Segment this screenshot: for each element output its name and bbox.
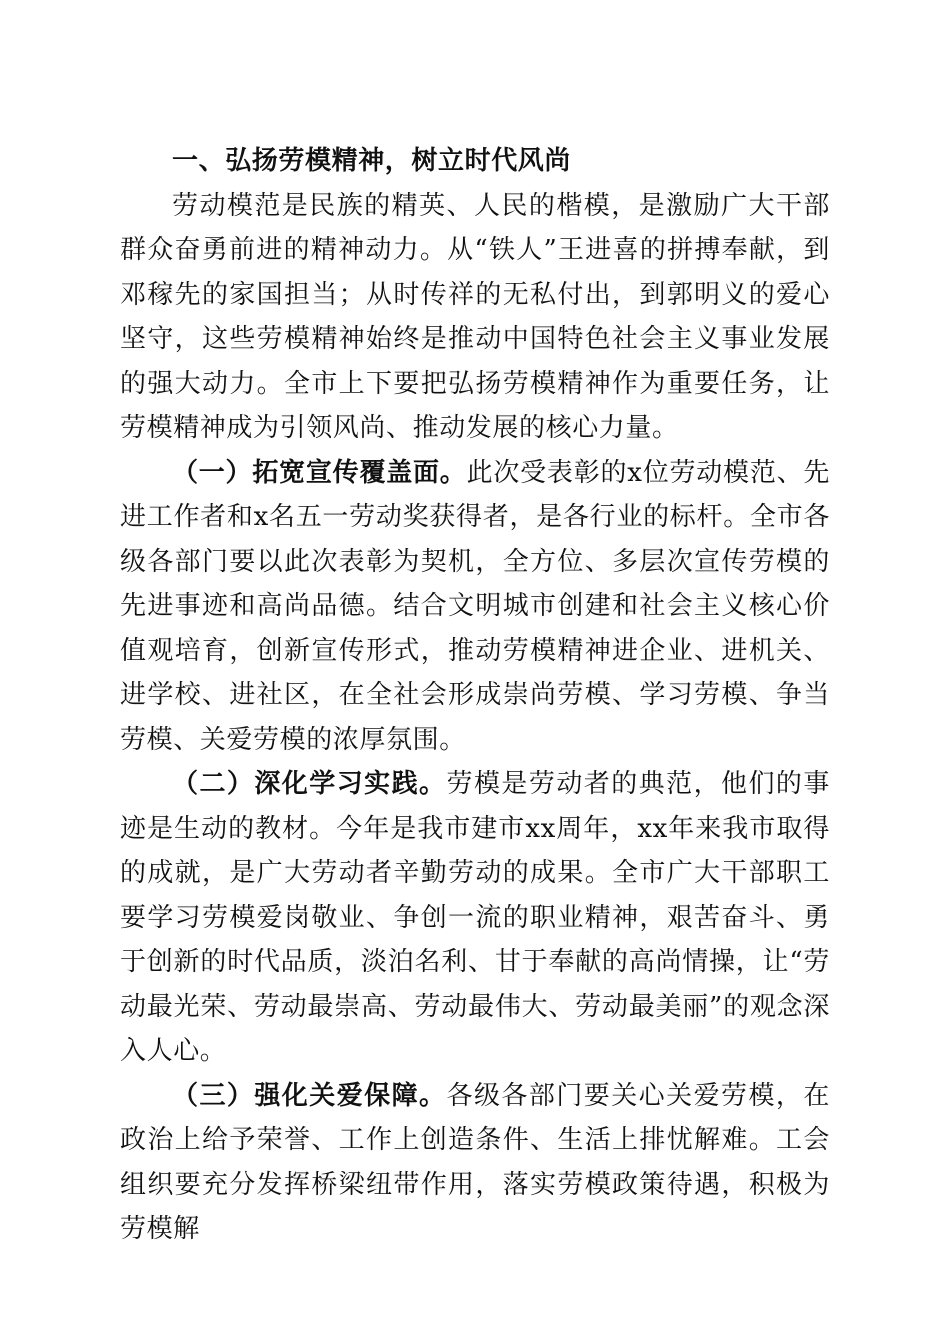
intro-paragraph: 劳动模范是民族的精英、人民的楷模，是激励广大干部群众奋勇前进的精神动力。从“铁人”王进喜的拼搏奉献，到邓稼先的家国担当；从时传祥的无私付出，到郭明义的爱心坚守，这些劳模精神始终是推动中国特色社会主义事业发展的强大动力。全市上下要把弘扬劳模精神作为重要任务，让劳模精神成为引领风尚、推动发展的核心力量。 [120,190,830,443]
subsection-3-heading: （三）强化关爱保障。 [172,1080,447,1111]
subsection-1-heading: （一）拓宽宣传覆盖面。 [172,457,467,488]
subsection-1-body: 此次受表彰的x位劳动模范、先进工作者和x名五一劳动奖获得者，是各行业的标杆。全市各级各部门要以此次表彰为契机，全方位、多层次宣传劳模的先进事迹和高尚品德。结合文明城市创建和社会主义核心价值观培育，创新宣传形式，推动劳模精神进企业、进机关、进学校、进社区，在全社会形成崇尚劳模、学习劳模、争当劳模、关爱劳模的浓厚氛围。 [120,457,830,755]
subsection-3-paragraph [120,1074,830,1252]
subsection-3-body: 各级各部门要关心关爱劳模，在政治上给予荣誉、工作上创造条件、生活上排忧解难。工会组织要充分发挥桥梁纽带作用，落实劳模政策待遇，积极为劳模解 [120,1080,830,1244]
document-body [120,139,830,1252]
section-heading: 一、弘扬劳模精神，树立时代风尚 [172,146,572,176]
subsection-2-paragraph [120,762,830,1074]
subsection-2-heading: （二）深化学习实践。 [172,769,447,799]
subsection-2-body: 劳模是劳动者的典范，他们的事迹是生动的教材。今年是我市建市xx周年，xx年来我市取得的成就，是广大劳动者辛勤劳动的成果。全市广大干部职工要学习劳模爱岗敬业、争创一流的职业精神，艰苦奋斗、勇于创新的时代品质，淡泊名利、甘于奉献的高尚情操，让“劳动最光荣、劳动最崇高、劳动最伟大、劳动最美丽”的观念深入人心。 [120,769,830,1066]
subsection-1-paragraph [120,451,830,763]
